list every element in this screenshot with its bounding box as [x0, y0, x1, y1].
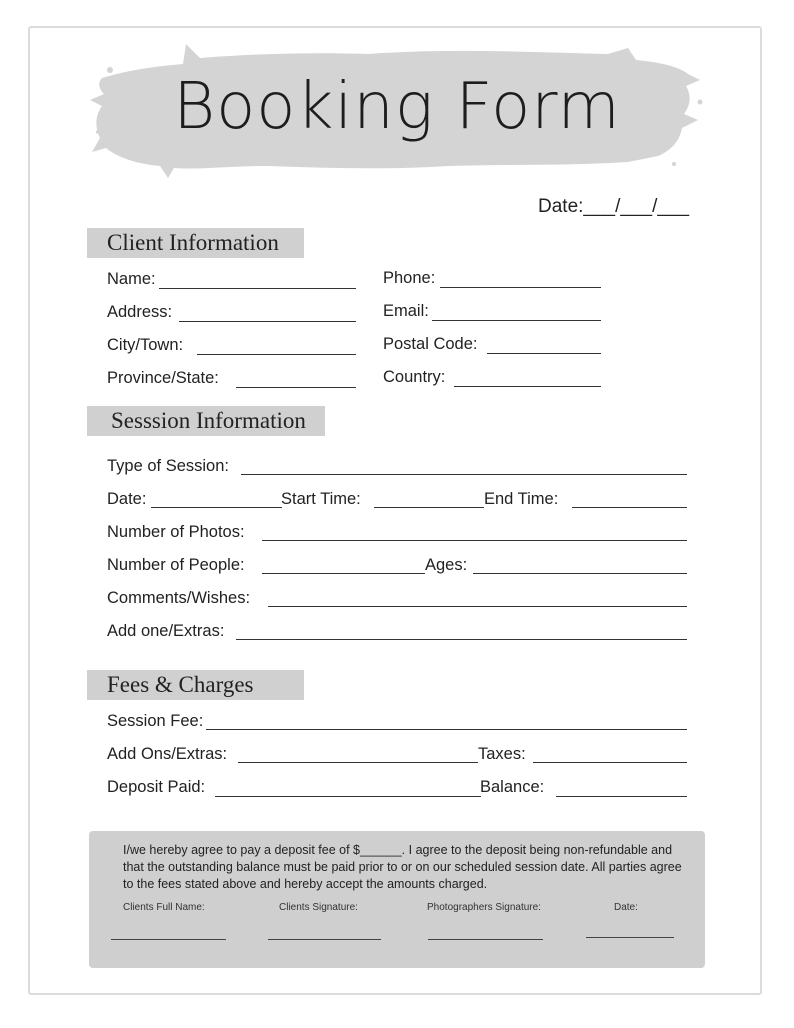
city-field[interactable] [197, 354, 356, 355]
people-field[interactable] [262, 573, 425, 574]
addons-label: Add Ons/Extras: [107, 745, 228, 763]
extras-field[interactable] [236, 639, 687, 640]
comments-label: Comments/Wishes: [107, 589, 251, 607]
province-field[interactable] [236, 387, 356, 388]
session-fee-label: Session Fee: [107, 712, 204, 730]
photographer-signature-field[interactable] [428, 939, 543, 940]
client-full-name-field[interactable] [111, 939, 226, 940]
session-date-field[interactable] [151, 507, 282, 508]
country-label: Country: [383, 368, 446, 386]
extras-label: Add one/Extras: [107, 622, 225, 640]
balance-field[interactable] [556, 796, 687, 797]
email-field[interactable] [432, 320, 601, 321]
balance-label: Balance: [480, 778, 545, 796]
start-time-field[interactable] [374, 507, 484, 508]
deposit-field[interactable] [215, 796, 481, 797]
deposit-label: Deposit Paid: [107, 778, 206, 796]
form-date-field[interactable]: Date:___/___/___ [538, 196, 690, 217]
ages-label: Ages: [425, 556, 468, 574]
name-field[interactable] [159, 288, 356, 289]
agreement-date-field[interactable] [586, 937, 674, 938]
country-field[interactable] [454, 386, 601, 387]
client-info-header: Client Information [87, 228, 304, 258]
taxes-field[interactable] [533, 762, 687, 763]
end-time-label: End Time: [484, 490, 559, 508]
session-info-header: Sesssion Information [87, 406, 325, 436]
session-type-field[interactable] [241, 474, 687, 475]
agreement-date-label: Date: [614, 902, 638, 913]
phone-label: Phone: [383, 269, 436, 287]
email-label: Email: [383, 302, 429, 320]
postal-code-label: Postal Code: [383, 335, 478, 353]
client-signature-field[interactable] [268, 939, 381, 940]
ages-field[interactable] [473, 573, 687, 574]
photographer-signature-label: Photographers Signature: [427, 902, 541, 913]
postal-code-field[interactable] [487, 353, 601, 354]
city-label: City/Town: [107, 336, 184, 354]
taxes-label: Taxes: [478, 745, 526, 763]
session-type-label: Type of Session: [107, 457, 229, 475]
province-label: Province/State: [107, 369, 219, 387]
session-fee-field[interactable] [206, 729, 687, 730]
form-title: Booking Form [173, 70, 621, 144]
address-label: Address: [107, 303, 173, 321]
photos-label: Number of Photos: [107, 523, 245, 541]
address-field[interactable] [179, 321, 356, 322]
client-full-name-label: Clients Full Name: [123, 902, 205, 913]
photos-field[interactable] [262, 540, 687, 541]
start-time-label: Start Time: [281, 490, 361, 508]
session-date-label: Date: [107, 490, 147, 508]
comments-field[interactable] [268, 606, 687, 607]
addons-field[interactable] [238, 762, 478, 763]
name-label: Name: [107, 270, 156, 288]
fees-header: Fees & Charges [87, 670, 304, 700]
agreement-text: I/we hereby agree to pay a deposit fee of $______. I agree to the deposit being non-refundable and that the outstanding balance must be paid prior to or on our scheduled session date. All parties agree to the fees stated above and hereby accept the amounts charged. [123, 843, 682, 891]
client-signature-label: Clients Signature: [279, 902, 358, 913]
phone-field[interactable] [440, 287, 601, 288]
end-time-field[interactable] [572, 507, 687, 508]
people-label: Number of People: [107, 556, 245, 574]
